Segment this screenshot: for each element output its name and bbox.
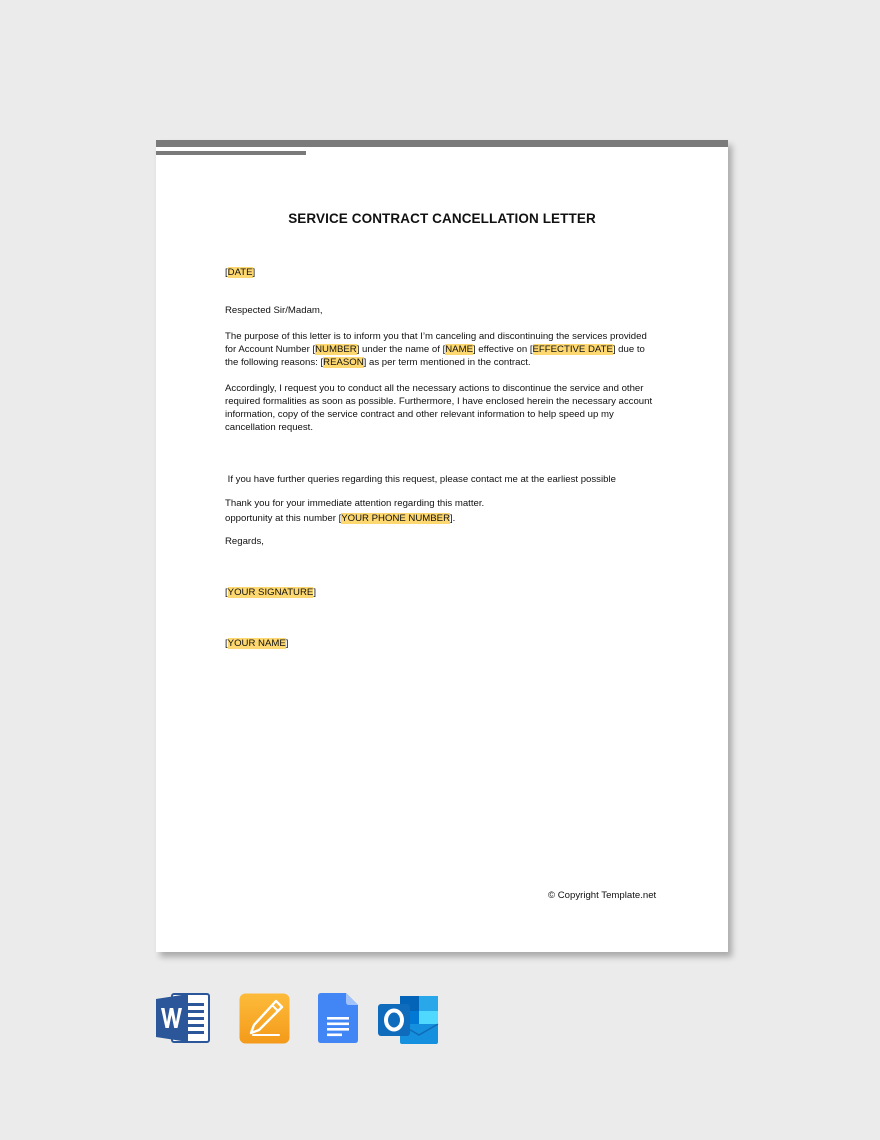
name-field: NAME	[445, 344, 473, 355]
document-title: SERVICE CONTRACT CANCELLATION LETTER	[288, 211, 596, 226]
date-line: [DATE]	[225, 267, 256, 278]
paragraph-request: Accordingly, I request you to conduct all the necessary actions to discontinue the service and other required formalities as soon as possible. Furthermore, I have enclosed herein the necessary account information, copy of the service contract and other relevant information to help speed up my cancellation request.	[225, 383, 653, 433]
pages-icon[interactable]	[239, 993, 290, 1044]
signature-line: [YOUR SIGNATURE]	[225, 587, 316, 598]
regards-line: Regards,	[225, 536, 264, 547]
account-number-field: NUMBER	[315, 344, 357, 355]
google-docs-icon[interactable]	[318, 993, 358, 1043]
header-accent-bar	[156, 151, 306, 155]
header-bar	[156, 140, 728, 147]
paragraph-purpose: The purpose of this letter is to inform you that I’m canceling and discontinuing the services provided for Account Number [NUMBER] under the name of [NAME] effective on [EFFECTIVE DATE] due to the following reasons: [REASON] as per term mentioned in the contract.	[225, 331, 647, 368]
signature-field: YOUR SIGNATURE	[227, 587, 314, 598]
salutation: Respected Sir/Madam,	[225, 305, 323, 316]
reason-field: REASON	[323, 357, 364, 368]
effective-date-field: EFFECTIVE DATE	[532, 344, 613, 355]
paragraph-contact: If you have further queries regarding this request, please contact me at the earliest possible opportunity at this number [YOUR PHONE NUMBER].	[225, 474, 616, 524]
your-name-field: YOUR NAME	[227, 638, 286, 649]
date-field: DATE	[227, 267, 253, 278]
document-page	[156, 140, 728, 952]
word-icon[interactable]	[156, 993, 210, 1043]
copyright-text: © Copyright Template.net	[548, 890, 657, 901]
name-line: [YOUR NAME]	[225, 638, 289, 649]
phone-number-field: YOUR PHONE NUMBER	[341, 513, 451, 524]
outlook-icon[interactable]	[378, 994, 439, 1044]
thanks-line: Thank you for your immediate attention regarding this matter.	[225, 498, 485, 509]
